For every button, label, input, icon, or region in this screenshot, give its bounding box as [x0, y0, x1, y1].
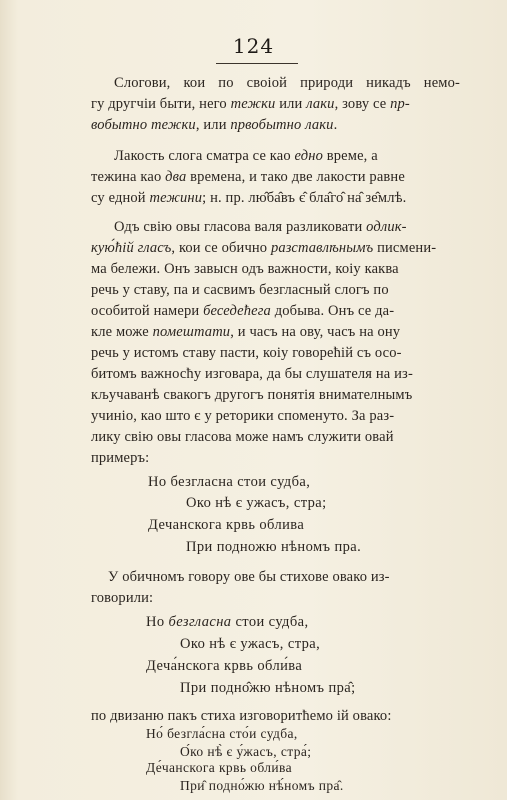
text: по двизаню пакъ стиха изговоритћемо ій овако:	[91, 708, 392, 724]
p2-line-1	[114, 146, 378, 166]
italic-term: тежки	[230, 96, 276, 112]
italic-term: пр-	[390, 96, 410, 112]
text: речь у истомъ ставу пасти, коіу говорећій съ осо-	[91, 345, 402, 361]
text: ма бележи. Онъ завысн одъ важности, коіу каква	[91, 261, 399, 277]
text: , кои се обично	[171, 240, 271, 256]
p3-line-4	[91, 280, 389, 300]
text: тежина као	[91, 169, 166, 185]
verse-line: О́ко нѣ̀ є у́жасъ, стра́;	[180, 744, 312, 759]
text: кле може	[91, 324, 153, 340]
text: учиніо, као што є у реторики споменуто. За раз-	[91, 408, 395, 424]
text: Одъ свію овы гласова валя разликовати	[114, 219, 367, 235]
p2-line-3	[91, 188, 406, 208]
p2-line-2	[91, 167, 405, 187]
text: добыва. Онъ се да-	[270, 303, 395, 319]
text: су едной	[91, 190, 150, 206]
text: говорили:	[91, 590, 154, 606]
text: У обичномъ говору ове бы стихове овако из-	[108, 569, 390, 585]
text: писмени-	[373, 240, 437, 256]
verse-line: Деча́нскога крвь обли́ва	[146, 658, 303, 674]
verse-line: Но безгласна стои судба,	[148, 474, 311, 490]
text: Но	[146, 614, 169, 630]
p1-line-1	[114, 73, 460, 93]
italic-term: вобытно тежки	[91, 117, 196, 133]
text: .	[333, 117, 338, 133]
verse-line: При̂ подно́жю нѣ́номъ пра̂.	[180, 778, 344, 793]
italic-term: одлик-	[366, 219, 407, 235]
verse-line: Око нѣ є ужасъ, стра,	[180, 636, 321, 652]
p3-line-10	[91, 406, 394, 426]
text: особитой намери	[91, 303, 204, 319]
text: речь у ставу, па и сасвимъ безгласный слогъ по	[91, 282, 389, 298]
verse-line	[146, 612, 308, 632]
p5-line-1	[91, 706, 392, 726]
text: време, а	[323, 148, 378, 164]
p1-line-2	[91, 94, 410, 114]
verse-line: Но́ безгла́сна сто́и судба,	[146, 726, 298, 741]
italic-term: првобытно лаки	[230, 117, 334, 133]
verse-line: При подножю нѣномъ пра.	[186, 539, 362, 555]
p3-line-11	[91, 427, 394, 447]
p3-line-9	[91, 385, 412, 405]
italic-term: кую́ћій гласъ	[91, 240, 172, 256]
p3-line-7	[91, 343, 402, 363]
p3-line-3	[91, 259, 399, 279]
text: гу другчіи быти, него	[91, 96, 231, 112]
italic-term: безгласна	[168, 614, 232, 630]
p3-line-12	[91, 448, 149, 468]
p3-line-1	[114, 217, 407, 237]
verse-line: Де́чанскога крвь обли́ва	[146, 760, 293, 775]
p4-line-2	[91, 588, 153, 608]
p3-line-8	[91, 364, 413, 384]
page-number: 124	[232, 34, 275, 58]
p1-line-3	[91, 115, 337, 135]
text: Слогови, кои по своіой природи никадъ немо-	[114, 75, 460, 91]
text: лику свію овы гласова може намъ служити овай	[91, 429, 394, 445]
verse-line: При подно̂жю нѣномъ пра̂;	[180, 680, 356, 696]
italic-term: беседећега	[203, 303, 271, 319]
text: кључаванѣ свакогъ другогъ понятія внимателнымъ	[91, 387, 413, 403]
italic-term: едно	[294, 148, 323, 164]
text: , или	[195, 117, 231, 133]
italic-term: тежини	[149, 190, 203, 206]
text: или	[275, 96, 307, 112]
italic-term: помештати	[152, 324, 231, 340]
text: , зову се	[334, 96, 391, 112]
text: времена, и тако две лакости равне	[186, 169, 405, 185]
verse-line: Дечанскога крвь облива	[148, 517, 305, 533]
p3-line-5	[91, 301, 394, 321]
verse-line: Око нѣ є ужасъ, стра;	[186, 495, 327, 511]
p3-line-2	[91, 238, 436, 258]
italic-term: разставлѣнымъ	[270, 240, 374, 256]
p3-line-6	[91, 322, 400, 342]
text: примеръ:	[91, 450, 150, 466]
italic-term: два	[165, 169, 187, 185]
text: стои судба,	[231, 614, 309, 630]
text: Лакость слога сматра се као	[114, 148, 295, 164]
text: битомъ важносћу изговара, да бы слушателя на из-	[91, 366, 413, 382]
text: , и часъ на ову, часъ на ону	[230, 324, 401, 340]
p4-line-1	[108, 567, 390, 587]
italic-term: лаки	[306, 96, 335, 112]
header-rule	[216, 63, 298, 64]
text: ; н. пр. лю̂ба̂въ є̂ бла̂го̂ на̂ зе̂млѣ.	[202, 190, 407, 206]
